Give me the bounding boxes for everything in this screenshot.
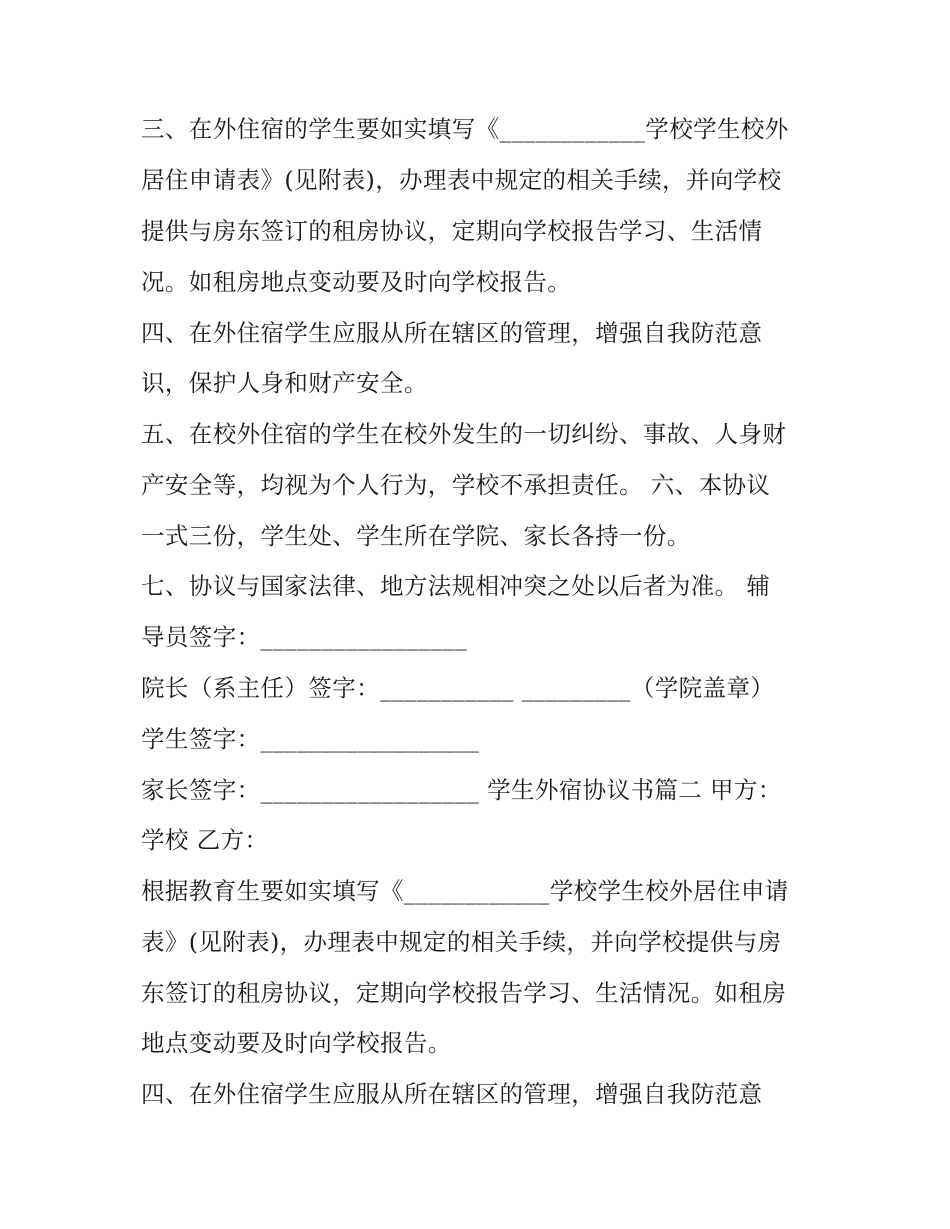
paragraph-line: 东签订的租房协议，定期向学校报告学习、生活情况。如租房	[141, 979, 787, 1007]
paragraph-line: 识，保护人身和财产安全。	[141, 369, 428, 397]
paragraph-line: 学校 乙方：	[141, 826, 269, 854]
paragraph-line: 七、协议与国家法律、地方法规相冲突之处以后者为准。 辅	[141, 572, 771, 600]
paragraph-line: 根据教育生要如实填写《____________学校学生校外居住申请	[141, 877, 789, 905]
paragraph-line: 居住申请表》(见附表)，办理表中规定的相关手续，并向学校	[141, 166, 782, 194]
signature-line-counselor: 导员签字：_________________	[141, 623, 468, 651]
paragraph-line: 表》(见附表)，办理表中规定的相关手续，并向学校提供与房	[141, 928, 782, 956]
paragraph-line: 产安全等，均视为个人行为，学校不承担责任。 六、本协议	[141, 471, 771, 499]
paragraph-line: 一式三份，学生处、学生所在学院、家长各持一份。	[141, 522, 691, 550]
paragraph-line: 三、在外住宿的学生要如实填写《____________学校学生校外	[141, 115, 789, 143]
signature-line-dean: 院长（系主任）签字：___________ _________（学院盖章）	[141, 674, 775, 702]
signature-line-student: 学生签字：__________________	[141, 725, 480, 753]
paragraph-line: 况。如租房地点变动要及时向学校报告。	[141, 268, 572, 296]
paragraph-line: 地点变动要及时向学校报告。	[141, 1029, 452, 1057]
paragraph-line: 五、在校外住宿的学生在校外发生的一切纠纷、事故、人身财	[141, 420, 787, 448]
paragraph-line: 四、在外住宿学生应服从所在辖区的管理，增强自我防范意	[141, 1080, 763, 1108]
signature-line-parent: 家长签字：__________________ 学生外宿协议书篇二 甲方：	[141, 776, 782, 804]
paragraph-line: 四、在外住宿学生应服从所在辖区的管理，增强自我防范意	[141, 319, 763, 347]
paragraph-line: 提供与房东签订的租房协议，定期向学校报告学习、生活情	[141, 217, 763, 245]
